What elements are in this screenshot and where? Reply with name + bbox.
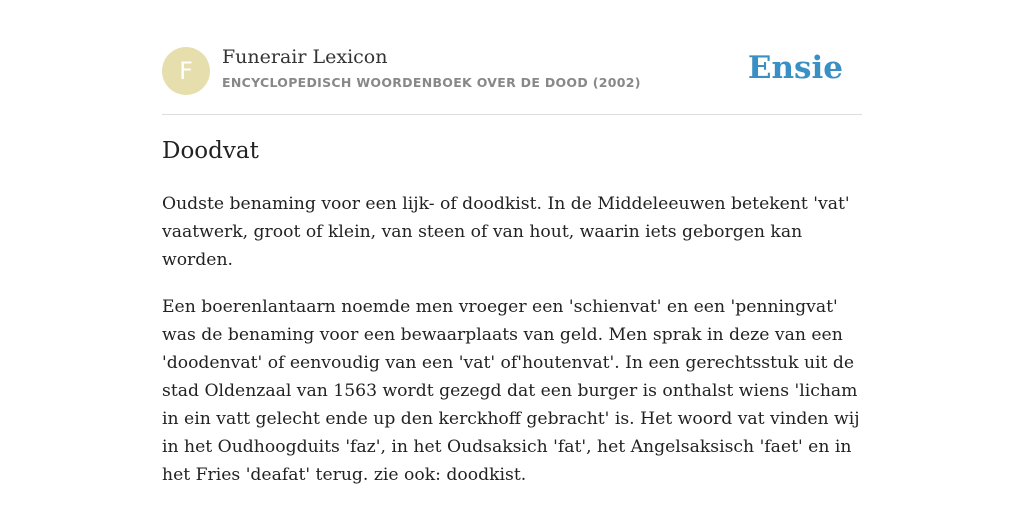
entry-paragraph: Oudste benaming voor een lijk- of doodkist. In de Middeleeuwen betekent 'vat' vaatwerk, groot of klein, van steen of van hout, waarin iets geborgen kan worden. — [162, 194, 850, 270]
source-title-link[interactable]: Funerair Lexicon — [222, 46, 388, 68]
entry-title: Doodvat — [162, 138, 259, 164]
entry-paragraph: Een boerenlantaarn noemde men vroeger een 'schienvat' en een 'penningvat' was de benaming voor een bewaarplaats van geld. Men sprak in deze van een 'doodenvat' of eenvoudig van een 'vat' of'houtenvat'. In een gerechtsstuk uit de stad Oldenzaal van 1563 wordt gezegd dat een burger is onthalst wiens 'licham in ein vatt gelecht ende up den kerckhoff gebracht' is. Het woord vat vinden wij in het Oudhoogduits 'faz', in het Oudsaksich 'fat', het Angelsaksisch 'faet' en in het Fries 'deafat' terug. zie ook: doodkist. — [162, 297, 860, 485]
entry-body — [162, 190, 866, 508]
source-header — [162, 44, 862, 115]
ensie-logo-link[interactable]: Ensie — [747, 50, 843, 86]
article-page — [162, 44, 862, 485]
source-subtitle: ENCYCLOPEDISCH WOORDENBOEK OVER DE DOOD (2002) — [222, 75, 641, 90]
source-avatar[interactable]: F — [162, 47, 210, 95]
